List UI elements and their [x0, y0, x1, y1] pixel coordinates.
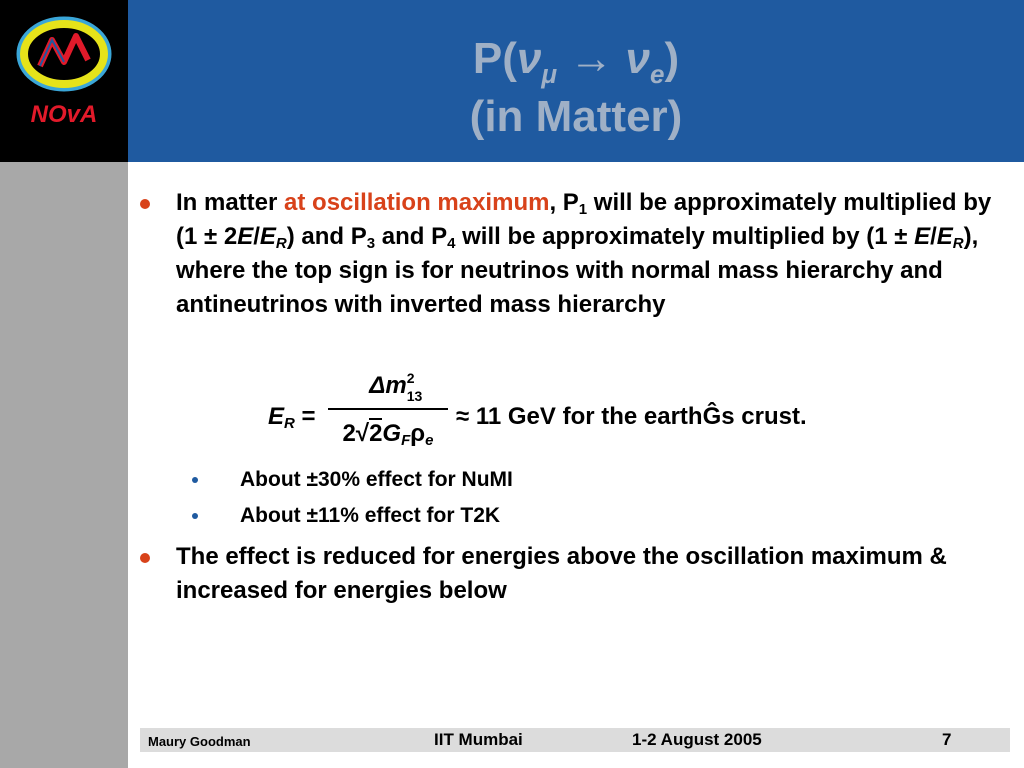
nova-logo-icon	[0, 0, 128, 162]
subbullet-dot	[192, 477, 198, 483]
bullet-dot	[140, 553, 150, 563]
bullet-matter-effect: In matter at oscillation maximum, $P_1$ will be approximately multiplied by $(1 \pm 2E/E_R)$ and $P_3$ and $P_4$ will be approximately multiplied by $(1 \pm E/E_R)$, where the top sign is for neutrinos with normal mass hierarchy and antineutrinos with inverted mass hierarchy	[140, 186, 1000, 322]
page-number: 7	[942, 730, 952, 749]
fraction-bar	[328, 408, 448, 410]
footer-venue: IIT Mumbai	[434, 730, 523, 749]
formula-fraction	[328, 366, 448, 454]
nova-wordmark: NOvA	[30, 101, 98, 128]
highlight-text: at oscillation maximum	[284, 189, 550, 216]
formula-rhs: ≈ 11 GeV for the earthĜs crust.	[456, 403, 807, 430]
formula-denominator: $2√2G_F\rho_e$	[342, 420, 434, 449]
resonance-energy-formula	[268, 366, 1000, 462]
subbullet-t2k: About ±11% effect for T2K	[140, 498, 1000, 534]
title-line-1: $P(\nu_\mu \to \nu_e)$	[472, 34, 680, 89]
footer-author: Maury Goodman	[148, 734, 251, 749]
left-sidebar-bar	[0, 162, 128, 768]
subbullet-numi: About ±30% effect for NuMI	[140, 462, 1000, 498]
nova-logo	[0, 0, 128, 162]
subbullet-dot	[192, 513, 198, 519]
title-line-2: (in Matter)	[469, 92, 683, 141]
formula-numerator: Δm 2 13	[369, 370, 423, 404]
slide-title	[128, 30, 1024, 146]
bullet-dot	[140, 199, 150, 209]
slide-footer	[140, 728, 1010, 752]
footer-date: 1-2 August 2005	[632, 730, 762, 749]
slide-content	[140, 186, 1000, 608]
bullet-energy-dependence: The effect is reduced for energies above the oscillation maximum & increased for energies below	[140, 540, 1000, 608]
formula-lhs: $E_R$ =	[268, 403, 316, 432]
